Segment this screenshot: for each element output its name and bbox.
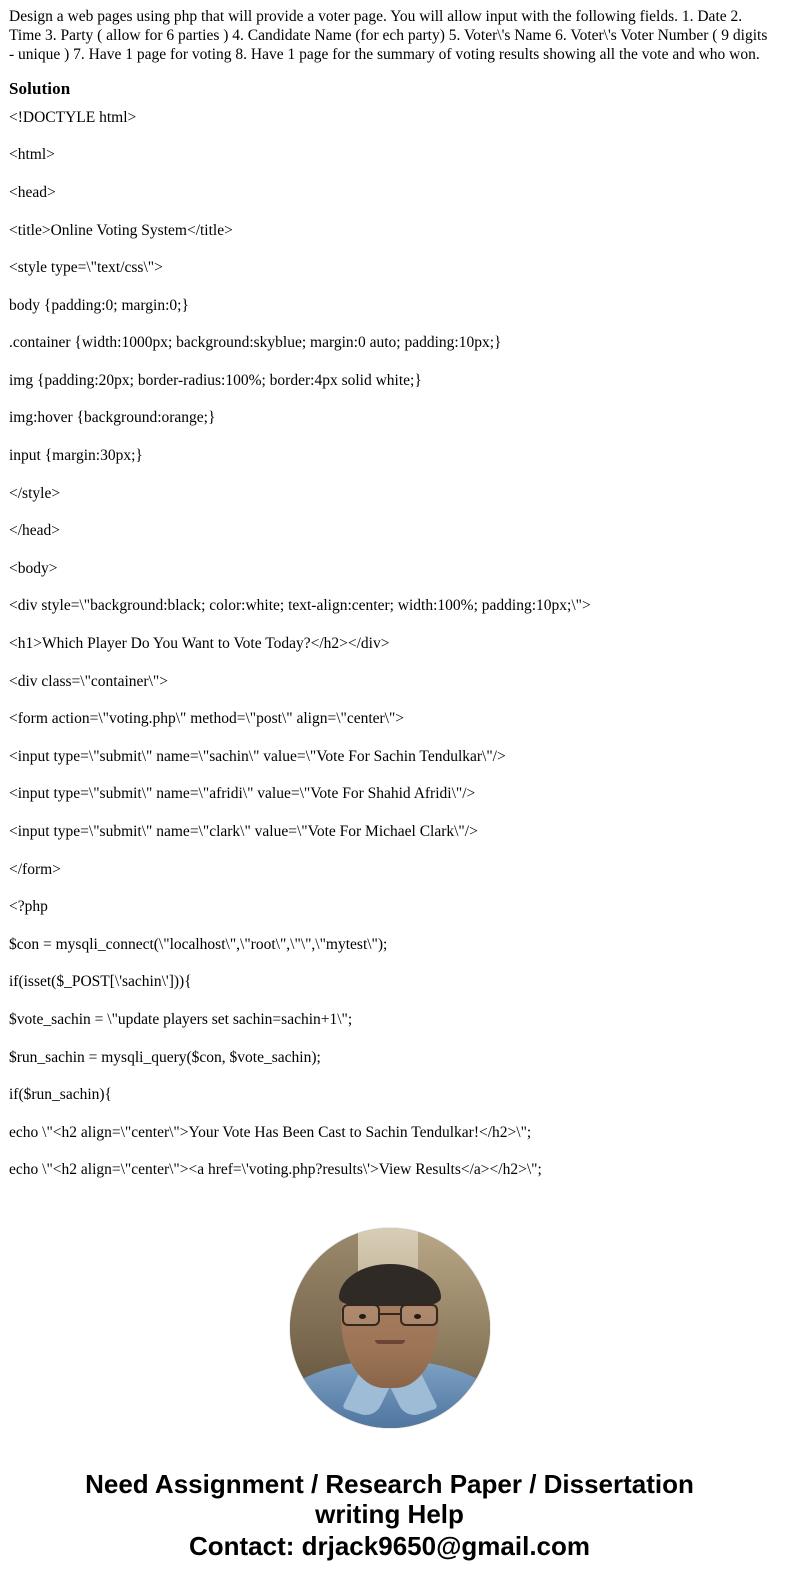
code-line: $vote_sachin = \"update players set sachin=sachin+1\"; bbox=[9, 1010, 353, 1028]
footer-line-1: Need Assignment / Research Paper / Dissertation bbox=[85, 1468, 694, 1499]
code-line: <h1>Which Player Do You Want to Vote Today?</h2></div> bbox=[9, 635, 390, 653]
code-line: <body> bbox=[9, 559, 58, 577]
footer-promo bbox=[9, 1470, 770, 1562]
code-line: if($run_sachin){ bbox=[9, 1086, 112, 1104]
code-line: img:hover {background:orange;} bbox=[9, 409, 216, 427]
code-line: <form action=\"voting.php\" method=\"post\" align=\"center\"> bbox=[9, 710, 405, 728]
code-line: <input type=\"submit\" name=\"sachin\" value=\"Vote For Sachin Tendulkar\"/> bbox=[9, 747, 506, 765]
avatar-glasses-bridge bbox=[380, 1313, 400, 1315]
footer-line-2: writing Help bbox=[315, 1498, 464, 1529]
code-line: <?php bbox=[9, 898, 48, 916]
code-line: <style type=\"text/css\"> bbox=[9, 259, 163, 277]
code-line: </style> bbox=[9, 484, 61, 502]
code-line: <div class=\"container\"> bbox=[9, 672, 168, 690]
footer-contact: Contact: drjack9650@gmail.com bbox=[188, 1530, 591, 1561]
code-line: <div style=\"background:black; color:white; text-align:center; width:100%; padding:10px;\"> bbox=[9, 597, 591, 615]
code-line: body {padding:0; margin:0;} bbox=[9, 296, 189, 314]
code-line: <title>Online Voting System</title> bbox=[9, 221, 233, 239]
avatar-lens-right bbox=[400, 1304, 438, 1326]
question-text: Design a web pages using php that will provide a voter page. You will allow input with the following fields. 1. Date 2. Time 3. Party ( allow for 6 parties ) 4. Candidate Name (for ech party) 5. Voter\'s Name 6. Voter\'s Voter Number ( 9 digits - unique ) 7. Have 1 page for voting 8. Have 1 page for the summary of voting results showing all the vote and who won. bbox=[9, 8, 768, 63]
code-block bbox=[9, 109, 770, 1180]
avatar-eye-right bbox=[414, 1314, 421, 1319]
code-line: <html> bbox=[9, 146, 55, 164]
code-line: $con = mysqli_connect(\"localhost\",\"root\",\"\",\"mytest\"); bbox=[9, 935, 388, 953]
avatar bbox=[290, 1228, 490, 1428]
code-line: <head> bbox=[9, 183, 56, 201]
code-line: </head> bbox=[9, 522, 61, 540]
avatar-eye-left bbox=[359, 1314, 366, 1319]
code-line: echo \"<h2 align=\"center\">Your Vote Has Been Cast to Sachin Tendulkar!</h2>\"; bbox=[9, 1123, 532, 1141]
avatar-container bbox=[9, 1228, 770, 1428]
code-line: img {padding:20px; border-radius:100%; border:4px solid white;} bbox=[9, 371, 422, 389]
code-line: <input type=\"submit\" name=\"afridi\" value=\"Vote For Shahid Afridi\"/> bbox=[9, 785, 476, 803]
code-line: </form> bbox=[9, 860, 61, 878]
code-line: echo \"<h2 align=\"center\"><a href=\'voting.php?results\'>View Results</a></h2>\"; bbox=[9, 1161, 542, 1179]
glasses-icon bbox=[342, 1304, 438, 1326]
code-line: input {margin:30px;} bbox=[9, 447, 143, 465]
code-line: .container {width:1000px; background:skyblue; margin:0 auto; padding:10px;} bbox=[9, 334, 502, 352]
avatar-lens-left bbox=[342, 1304, 380, 1326]
avatar-mouth bbox=[375, 1340, 405, 1344]
solution-heading: Solution bbox=[9, 78, 71, 98]
code-line: <!DOCTYLE html> bbox=[9, 108, 137, 126]
code-line: if(isset($_POST[\'sachin\'])){ bbox=[9, 973, 192, 991]
code-line: <input type=\"submit\" name=\"clark\" value=\"Vote For Michael Clark\"/> bbox=[9, 823, 478, 840]
code-line: $run_sachin = mysqli_query($con, $vote_sachin); bbox=[9, 1048, 321, 1066]
